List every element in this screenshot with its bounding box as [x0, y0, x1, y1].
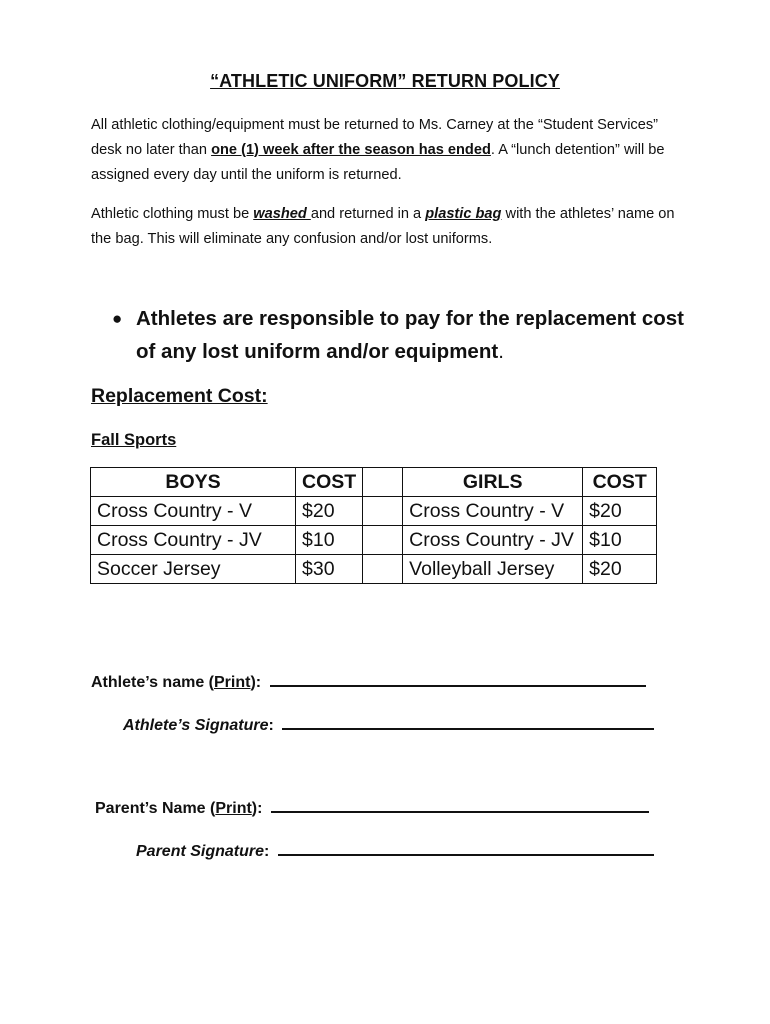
parent-signature-label: Parent Signature: [136, 843, 265, 860]
fall-sports-heading: Fall Sports: [91, 431, 177, 449]
document-title: “ATHLETIC UNIFORM” RETURN POLICY: [210, 71, 560, 91]
parent-signature-line[interactable]: [278, 840, 654, 856]
bullet-text-main: Athletes are responsible to pay for the replacement cost of any lost uniform and/or equipment: [136, 307, 684, 363]
spacer-cell: [363, 497, 403, 526]
parent-signature-field: [136, 840, 654, 863]
header-girls: GIRLS: [403, 468, 583, 497]
header-boys-cost: COST: [296, 468, 363, 497]
header-girls-cost: COST: [583, 468, 657, 497]
girls-cost: $20: [583, 497, 657, 526]
girls-cost: $20: [583, 555, 657, 584]
spacer-cell: [363, 555, 403, 584]
boys-cost: $20: [296, 497, 363, 526]
para1-text-before: All athletic clothing/equipment must be returned to Ms. Carney at the “Student Services” desk no later than: [91, 117, 659, 158]
para1-text-after: . A “lunch detention” will be assigned every day until the uniform is returned.: [91, 142, 665, 183]
header-boys: BOYS: [91, 468, 296, 497]
athlete-name-print: Print: [214, 674, 251, 691]
table-row: [91, 497, 657, 526]
table-row: [91, 555, 657, 584]
return-deadline-paragraph: [91, 113, 691, 188]
parent-name-field: [95, 797, 649, 820]
bullet-text: [136, 302, 696, 368]
washing-paragraph: [91, 202, 691, 252]
para1-deadline-emphasis: one (1) week after the season has ended: [211, 142, 491, 158]
spacer-cell: [363, 468, 403, 497]
athlete-name-label: Athlete’s name (: [91, 674, 214, 691]
athlete-signature-colon: :: [268, 717, 274, 734]
table-header-row: [91, 468, 657, 497]
para2-text-1: Athletic clothing must be: [91, 206, 254, 222]
para2-text-3: with the athletes’ name on the bag. This will eliminate any confusion and/or lost uniforms.: [91, 206, 675, 247]
parent-name-print: Print: [215, 800, 252, 817]
para2-text-2: and returned in a: [310, 206, 426, 222]
athlete-signature-label: Athlete’s Signature: [123, 717, 269, 734]
bullet-dot-icon: ●: [112, 309, 123, 328]
bullet-period: .: [498, 340, 504, 363]
para2-washed-emphasis: washed: [253, 206, 311, 222]
parent-name-close: ):: [251, 800, 263, 817]
replacement-cost-table: [90, 467, 657, 584]
girls-cost: $10: [583, 526, 657, 555]
athlete-signature-line[interactable]: [282, 714, 654, 730]
para2-plastic-bag-emphasis: plastic bag: [425, 206, 502, 222]
boys-cost: $10: [296, 526, 363, 555]
girls-item: Volleyball Jersey: [403, 555, 583, 584]
boys-item: Cross Country - JV: [91, 526, 296, 555]
boys-cost: $30: [296, 555, 363, 584]
athlete-name-line[interactable]: [270, 671, 646, 687]
athlete-name-close: ):: [250, 674, 262, 691]
table-row: [91, 526, 657, 555]
boys-item: Soccer Jersey: [91, 555, 296, 584]
replacement-cost-heading: Replacement Cost:: [91, 385, 268, 407]
boys-item: Cross Country - V: [91, 497, 296, 526]
spacer-cell: [363, 526, 403, 555]
athlete-signature-field: [123, 714, 654, 737]
girls-item: Cross Country - JV: [403, 526, 583, 555]
parent-name-line[interactable]: [271, 797, 649, 813]
athlete-name-field: [91, 671, 646, 694]
parent-signature-colon: :: [264, 843, 270, 860]
girls-item: Cross Country - V: [403, 497, 583, 526]
parent-name-label: Parent’s Name (: [95, 800, 216, 817]
